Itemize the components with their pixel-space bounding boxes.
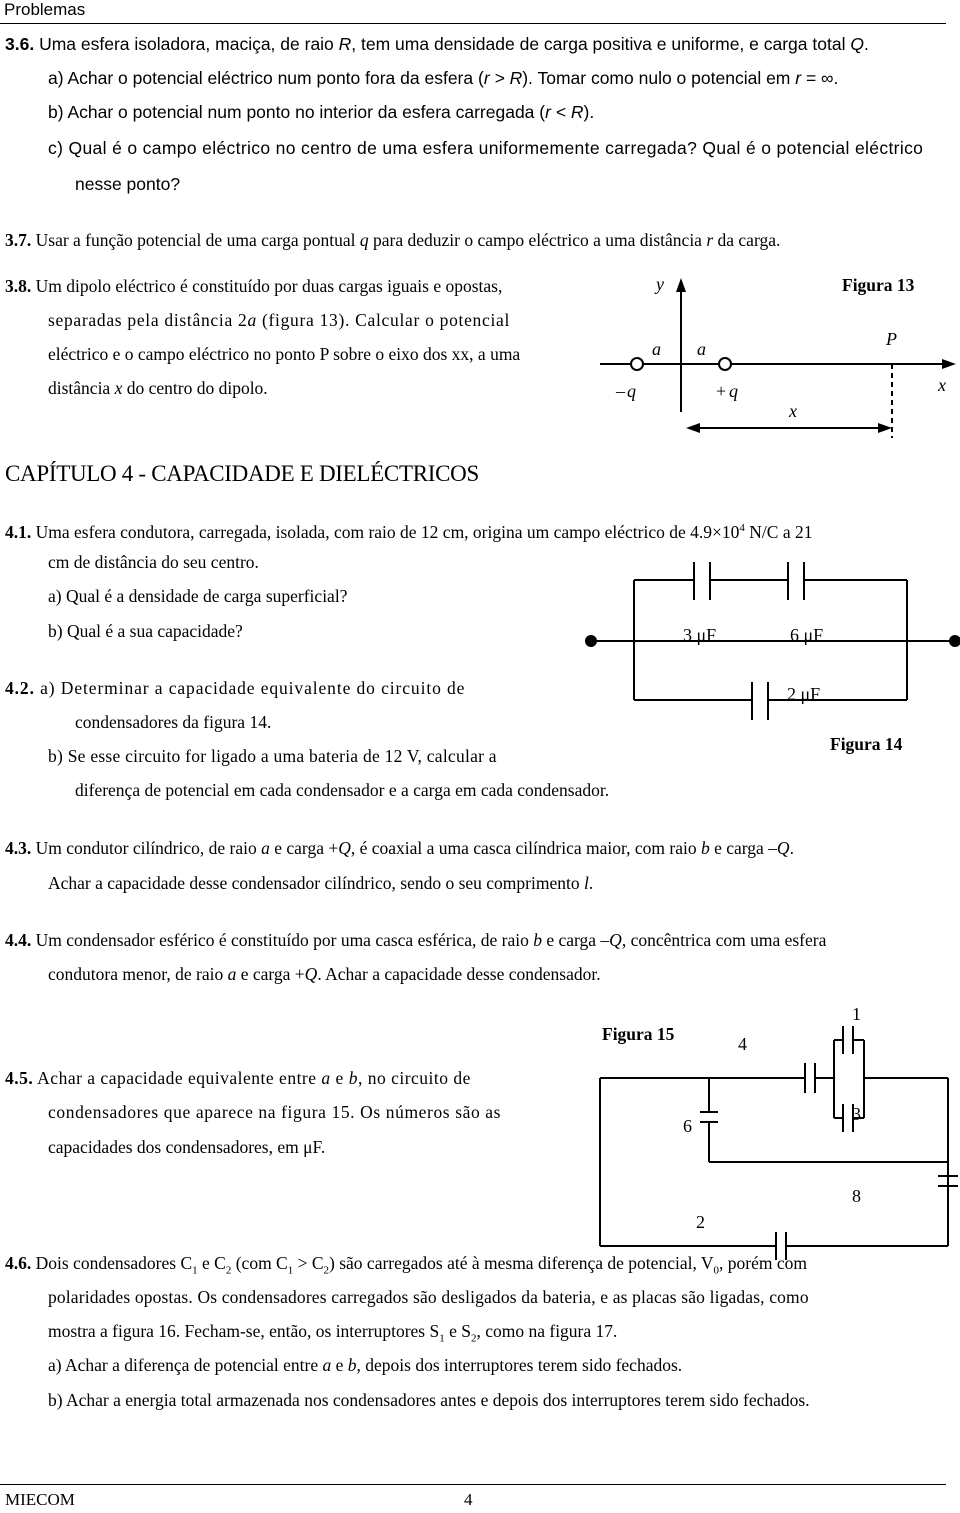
header-title: Problemas — [4, 0, 86, 19]
fig15-cap-2: 2 — [696, 1212, 705, 1232]
problem-3-8-line4: distância x do centro do dipolo. — [48, 378, 268, 398]
problem-3-8-line2: separadas pela distância 2a (figura 13). Calcular o potencial — [48, 310, 511, 330]
problem-3-6-c-line1: c) Qual é o campo eléctrico no centro de uma esfera uniformemente carregada? Qual é o potencial eléctrico — [48, 138, 924, 158]
problem-4-2-b-line2: diferença de potencial em cada condensador e a carga em cada condensador. — [75, 780, 610, 800]
problem-4-4-line2: condutora menor, de raio a e carga +Q. Achar a capacidade desse condensador. — [48, 964, 601, 984]
problem-3-7: 3.7. Usar a função potencial de uma carga pontual q para deduzir o campo eléctrico a uma distância r da carga. — [5, 230, 781, 250]
fig13-caption: Figura 13 — [842, 275, 915, 295]
fig13-q-pos: q — [729, 381, 738, 401]
problem-4-5-line3: capacidades dos condensadores, em μF. — [48, 1137, 326, 1157]
problem-4-1-a: a) Qual é a densidade de carga superficial? — [48, 586, 348, 606]
problem-4-3-line1: 4.3. Um condutor cilíndrico, de raio a e carga +Q, é coaxial a uma casca cilíndrica maior, com raio b e carga –Q. — [5, 838, 794, 858]
footer-label: MIECOM — [5, 1490, 75, 1509]
problem-3-8-line1: 3.8. Um dipolo eléctrico é constituído por duas cargas iguais e opostas, — [5, 276, 503, 296]
page-number: 4 — [464, 1490, 473, 1509]
fig13-x-axis-label: x — [938, 375, 946, 395]
fig15-cap-3: 3 — [852, 1104, 861, 1124]
problem-4-4-line1: 4.4. Um condensador esférico é constituído por uma casca esférica, de raio b e carga –Q, concêntrica com uma esfera — [5, 930, 827, 950]
problem-4-1-line2: cm de distância do seu centro. — [48, 552, 259, 572]
problem-4-2-a-line2: condensadores da figura 14. — [75, 712, 272, 732]
fig14-cap-6uf: 6 μF — [790, 625, 824, 645]
problem-4-1-b: b) Qual é a sua capacidade? — [48, 621, 243, 641]
problem-4-3-line2: Achar a capacidade desse condensador cilíndrico, sendo o seu comprimento l. — [48, 873, 594, 893]
problem-3-6-b: b) Achar o potencial num ponto no interior da esfera carregada (r < R). — [48, 102, 595, 122]
fig13-q-neg: q — [627, 381, 636, 401]
fig13-a-right: a — [697, 339, 706, 359]
problem-4-6-b: b) Achar a energia total armazenada nos condensadores antes e depois dos interruptores terem sido fechados. — [48, 1390, 810, 1410]
problem-4-5-line1: 4.5. Achar a capacidade equivalente entre a e b, no circuito de — [5, 1068, 471, 1088]
chapter-title: CAPÍTULO 4 - CAPACIDADE E DIELÉCTRICOS — [5, 461, 479, 486]
problem-3-6-c-line2: nesse ponto? — [75, 174, 181, 194]
fig13-a-left: a — [652, 339, 661, 359]
problem-4-2-b-line1: b) Se esse circuito for ligado a uma bateria de 12 V, calcular a — [48, 746, 497, 766]
problem-4-1-line1: 4.1. Uma esfera condutora, carregada, isolada, com raio de 12 cm, origina um campo eléctrico de $4.9\times 10^4$ N/C a 21 — [5, 521, 813, 542]
problem-3-8-line3: eléctrico e o campo eléctrico no ponto P sobre o eixo dos xx, a uma — [48, 344, 521, 364]
fig14-caption: Figura 14 — [830, 734, 903, 754]
footer-rule — [0, 1484, 946, 1485]
fig13-plus: + — [716, 381, 727, 401]
fig13-p-label: P — [886, 329, 897, 349]
fig15-cap-4: 4 — [738, 1034, 747, 1054]
problem-4-2-a-line1: 4.2. a) Determinar a capacidade equivalente do circuito de — [5, 678, 466, 698]
problem-4-6-line3: mostra a figura 16. Fecham-se, então, os interruptores $S_1$ e $S_2$, como na figura 17. — [48, 1321, 618, 1345]
fig15-caption: Figura 15 — [602, 1024, 675, 1044]
fig13-x-distance: x — [789, 401, 797, 421]
fig15-cap-6: 6 — [683, 1116, 692, 1136]
fig15-cap-1: 1 — [852, 1004, 861, 1024]
fig15-cap-8: 8 — [852, 1186, 861, 1206]
fig14-cap-2uf: 2 μF — [787, 684, 821, 704]
problem-4-6-line2: polaridades opostas. Os condensadores carregados são desligados da bateria, e as placas são ligadas, como — [48, 1287, 809, 1307]
problem-4-5-line2: condensadores que aparece na figura 15. Os números são as — [48, 1102, 502, 1122]
problem-3-6-a: a) Achar o potencial eléctrico num ponto fora da esfera (r > R). Tomar como nulo o potencial em r = ∞. — [48, 68, 839, 88]
problem-3-6-intro: 3.6. Uma esfera isoladora, maciça, de raio R, tem uma densidade de carga positiva e uniforme, e carga total Q. — [5, 34, 869, 54]
fig13-minus: – — [616, 381, 625, 401]
problem-4-6-a: a) Achar a diferença de potencial entre a e b, depois dos interruptores terem sido fechados. — [48, 1355, 683, 1375]
problem-4-6-line1: 4.6. Dois condensadores $C_1$ e $C_2$ (com $C_1 > C_2$) são carregados até à mesma diferença de potencial, $V_0$, porém com — [5, 1253, 807, 1277]
fig13-y-label: y — [656, 274, 664, 294]
fig14-cap-3uf: 3 μF — [683, 625, 717, 645]
